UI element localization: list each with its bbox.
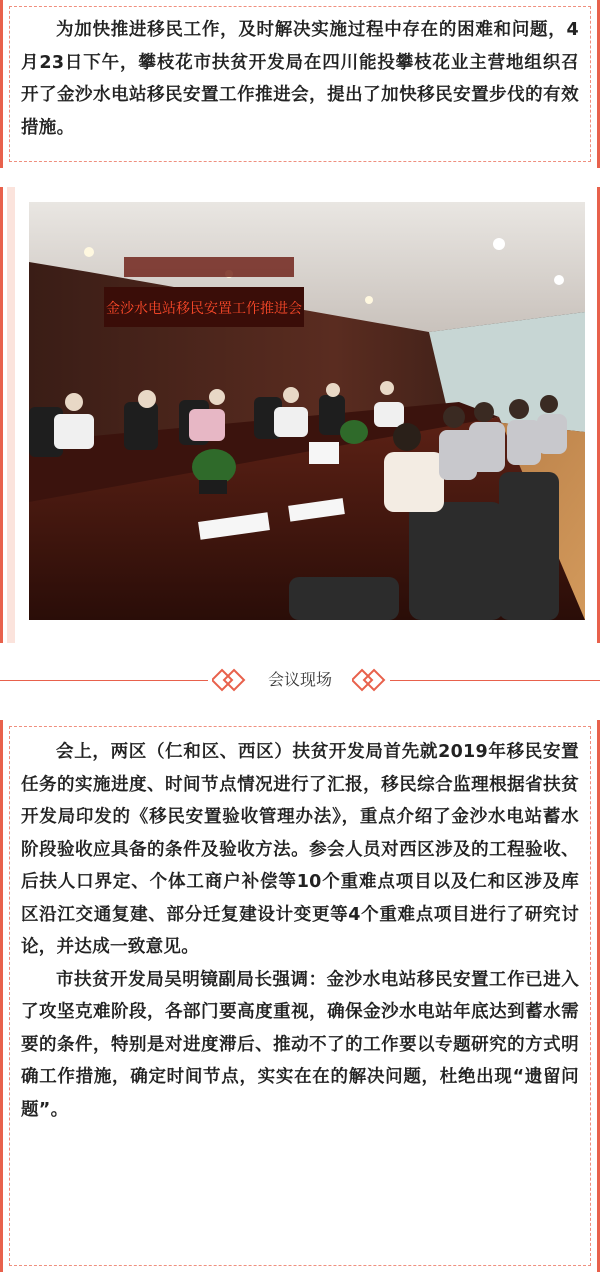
intro-paragraph: 为加快推进移民工作，及时解决实施过程中存在的困难和问题，4月23日下午，攀枝花市扶贫开发局在四川能投攀枝花业主营地组织召开了金沙水电站移民安置工作推进会，提出了加快移民安置步伐的有效措施。 bbox=[21, 20, 579, 138]
diamond-ornament-right-icon bbox=[352, 668, 388, 692]
photo-frame bbox=[0, 187, 600, 643]
body-paragraph-1: 会上，两区（仁和区、西区）扶贫开发局首先就2019年移民安置任务的实施进度、时间节点情况进行了汇报，移民综合监理根据省扶贫开发局印发的《移民安置验收管理办法》，重点介绍了金沙水电站蓄水阶段验收应具备的条件及验收方法。参会人员对西区涉及的工程验收、后扶人口界定、个体工商户补偿等10个重难点项目以及仁和区涉及库区沿江交通复建、部分迁复建设计变更等4个重难点项目进行了研究讨论，并达成一致意见。 bbox=[21, 742, 579, 957]
caption-divider-left bbox=[0, 680, 208, 681]
intro-section bbox=[0, 0, 600, 168]
body-text bbox=[3, 720, 597, 1126]
meeting-photo bbox=[29, 202, 585, 620]
intro-text bbox=[3, 0, 597, 144]
meeting-room-image bbox=[29, 202, 585, 620]
banner-text: 金沙水电站移民安置工作推进会 bbox=[106, 301, 302, 317]
diamond-ornament-left-icon bbox=[212, 668, 248, 692]
body-section bbox=[0, 720, 600, 1272]
photo-caption: 会议现场 bbox=[267, 670, 332, 689]
photo-caption-row bbox=[0, 665, 600, 695]
caption-divider-right bbox=[390, 680, 600, 681]
body-paragraph-2: 市扶贫开发局吴明镜副局长强调：金沙水电站移民安置工作已进入了攻坚克难阶段，各部门要高度重视，确保金沙水电站年底达到蓄水需要的条件，特别是对进度滞后、推动不了的工作要以专题研究的方式明确工作措施，确定时间节点，实实在在的解决问题，杜绝出现“遗留问题”。 bbox=[21, 969, 579, 1120]
